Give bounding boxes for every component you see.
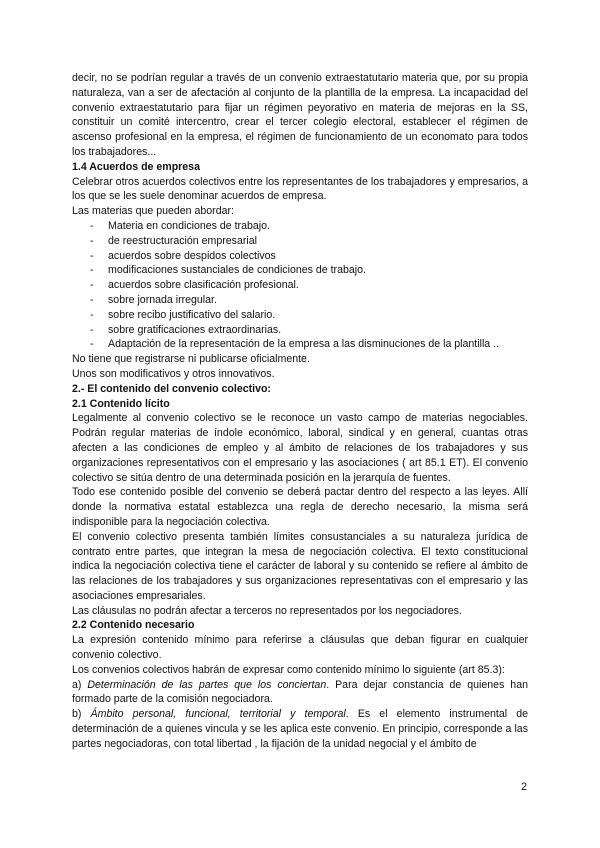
list-item: - sobre jornada irregular. xyxy=(90,293,217,306)
page-number: 2 xyxy=(521,781,527,793)
paragraph-licito-2: Todo ese contenido posible del convenio se deberá pactar dentro del respecto a las leyes. Allí donde la normativa estatal establezca una regla de derecho necesario, la misma será indisponible para la negociación colectiva. xyxy=(72,486,528,528)
note-modificativos: Unos son modificativos y otros innovativos. xyxy=(72,367,275,380)
intro-paragraph: decir, no se podrían regular a través de un convenio extraestatutario materia que, por su propia naturaleza, van a ser de afectación al conjunto de la plantilla de la empresa. La incapacidad del convenio extraestatutario para fijar un régimen peyorativo en materia de mejoras en la SS, constituir un comité intercentro, crear el tercer colegio electoral, establecer el régimen de ascenso profesional en la empresa, el régimen de funcionamiento de un economato para todos los trabajadores... xyxy=(72,72,528,158)
list-item: - sobre gratificaciones extraordinarias. xyxy=(90,323,282,336)
paragraph-necesario-1: La expresión contenido mínimo para referirse a cláusulas que deban figurar en cualquier convenio colectivo. xyxy=(72,634,528,662)
heading-contenido-necesario: 2.2 Contenido necesario xyxy=(72,619,195,632)
list-item: - modificaciones sustanciales de condiciones de trabajo. xyxy=(90,264,366,277)
item-a: a) Determinación de las partes que los conciertan. Para dejar constancia de quienes han formado parte de la comisión negociadora. xyxy=(72,678,528,706)
page-content xyxy=(72,71,528,752)
heading-contenido-convenio: 2.- El contenido del convenio colectivo: xyxy=(72,382,271,395)
heading-acuerdos-de-empresa: 1.4 Acuerdos de empresa xyxy=(72,160,200,173)
item-b: b) Ámbito personal, funcional, territorial y temporal. Es el elemento instrumental de determinación de a quienes vincula y se les aplica este convenio. En principio, corresponde a las partes negociadoras, con total libertad , la fijación de la unidad negocial y el ámbito de xyxy=(72,708,528,750)
paragraph-licito-4: Las cláusulas no podrán afectar a terceros no representados por los negociadores. xyxy=(72,604,462,617)
list-item: - Adaptación de la representación de la empresa a las disminuciones de la plantilla .. xyxy=(90,338,500,351)
list-item: - de reestructuración empresarial xyxy=(90,234,257,247)
list-intro: Las materias que pueden abordar: xyxy=(72,205,234,218)
list-item: - Materia en condiciones de trabajo. xyxy=(90,219,270,232)
paragraph-acuerdos: Celebrar otros acuerdos colectivos entre los representantes de los trabajadores y empresarios, a los que se les suele denominar acuerdos de empresa. xyxy=(72,175,528,203)
paragraph-necesario-2: Los convenios colectivos habrán de expresar como contenido mínimo lo siguiente (art 85.3): xyxy=(72,663,505,676)
note-registro: No tiene que registrarse ni publicarse oficialmente. xyxy=(72,353,310,366)
list-item: - sobre recibo justificativo del salario. xyxy=(90,308,276,321)
heading-contenido-licito: 2.1 Contenido lícito xyxy=(72,397,170,410)
paragraph-licito-3: El convenio colectivo presenta también límites consustanciales a su naturaleza jurídica de contrato entre partes, que integran la mesa de negociación colectiva. El texto constitucional indica la negociación colectiva tiene el carácter de laboral y su contenido se refiere al ámbito de las relaciones de los trabajadores y sus organizaciones representativas con el empresario y las asociaciones empresariales. xyxy=(72,530,528,602)
materias-list xyxy=(72,219,528,352)
paragraph-licito-1: Legalmente al convenio colectivo se le reconoce un vasto campo de materias negociables. Podrán regular materias de índole económico, laboral, sindical y en general, cuantas otras afecten a las condiciones de empleo y al ámbito de relaciones de los trabajadores y sus organizaciones representativos con el empresario y las asociaciones ( art 85.1 ET). El convenio colectivo se sitúa dentro de una determinada posición en la jerarquía de fuentes. xyxy=(72,412,528,484)
list-item: - acuerdos sobre despidos colectivos xyxy=(90,249,276,262)
list-item: - acuerdos sobre clasificación profesional. xyxy=(90,279,299,292)
